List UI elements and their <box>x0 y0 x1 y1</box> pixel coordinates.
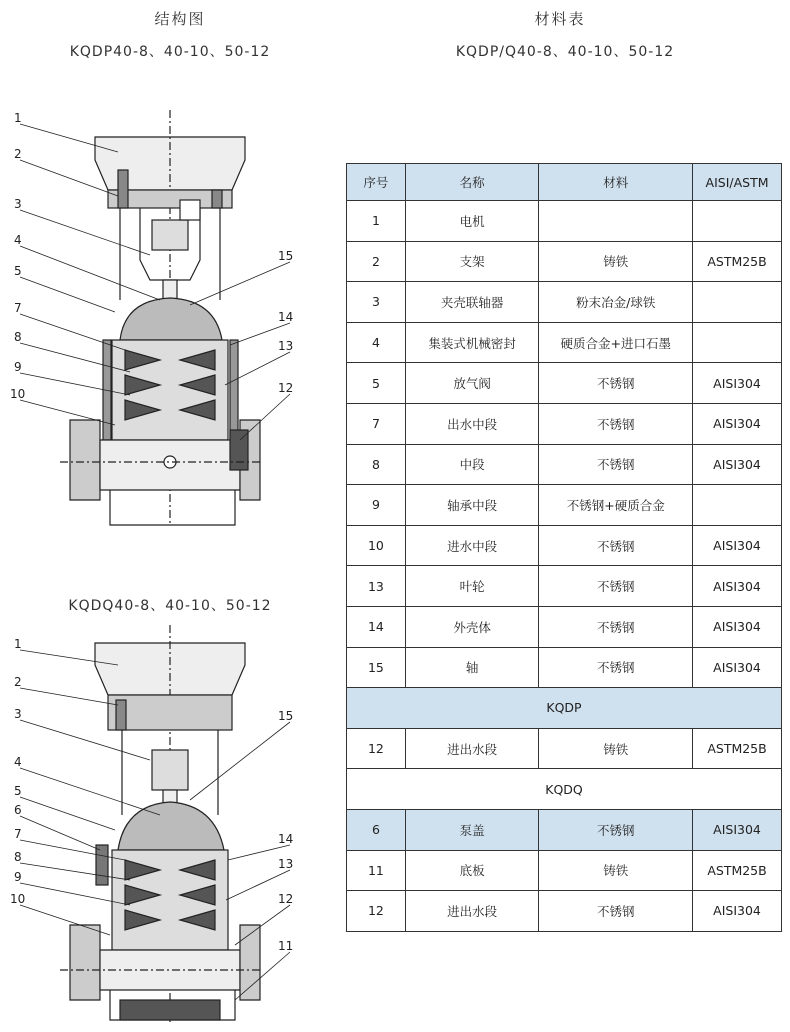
callout-label: 10 <box>10 387 26 401</box>
cell-material: 不锈钢 <box>539 444 693 485</box>
header-material: 材料 <box>539 164 693 201</box>
cell-no: 9 <box>347 485 406 526</box>
pump-drawing-kqdq <box>60 625 260 1025</box>
table-row <box>347 850 782 891</box>
table-row <box>347 403 782 444</box>
structure-title: 结构图 <box>154 10 206 28</box>
callout-label: 9 <box>14 870 22 884</box>
header-name: 名称 <box>405 164 539 201</box>
cell-material: 铸铁 <box>539 241 693 282</box>
cell-no: 7 <box>347 403 406 444</box>
cell-standard: ASTM25B <box>693 728 782 769</box>
table-row <box>347 647 782 688</box>
callout-label: 9 <box>14 360 22 374</box>
cell-name: 出水中段 <box>405 403 539 444</box>
callout-label: 1 <box>14 111 22 125</box>
cell-material: 不锈钢 <box>539 606 693 647</box>
cell-name: 叶轮 <box>405 566 539 607</box>
cell-material: 不锈钢 <box>539 525 693 566</box>
cell-standard: ASTM25B <box>693 241 782 282</box>
cell-no: 5 <box>347 363 406 404</box>
structure-subtitle-kqdp: KQDP40-8、40-10、50-12 <box>69 44 271 60</box>
callout-label: 1 <box>14 637 22 651</box>
section-label: KQDQ <box>347 769 782 810</box>
cell-material: 粉末冶金/球铁 <box>539 282 693 323</box>
cell-material: 不锈钢 <box>539 809 693 850</box>
callout-label: 11 <box>278 939 294 953</box>
table-header-row <box>347 164 782 201</box>
callout-label: 10 <box>10 892 26 906</box>
cell-standard <box>693 201 782 242</box>
structure-subtitle-kqdq: KQDQ40-8、40-10、50-12 <box>68 598 272 614</box>
callout-label: 13 <box>278 857 294 871</box>
table-row <box>347 566 782 607</box>
pump-drawings <box>0 0 340 1032</box>
cell-standard: AISI304 <box>693 403 782 444</box>
cell-name: 支架 <box>405 241 539 282</box>
callout-label: 4 <box>14 233 22 247</box>
callout-label: 2 <box>14 147 22 161</box>
header-no: 序号 <box>347 164 406 201</box>
material-subtitle: KQDP/Q40-8、40-10、50-12 <box>455 44 675 60</box>
cell-standard: ASTM25B <box>693 850 782 891</box>
table-row <box>347 282 782 323</box>
cell-name: 轴承中段 <box>405 485 539 526</box>
callout-label: 15 <box>278 709 294 723</box>
callout-label: 8 <box>14 330 22 344</box>
cell-standard: AISI304 <box>693 363 782 404</box>
cell-name: 进水中段 <box>405 525 539 566</box>
cell-material: 硬质合金+进口石墨 <box>539 322 693 363</box>
callout-label: 14 <box>278 832 294 846</box>
cell-no: 2 <box>347 241 406 282</box>
pump-drawing-kqdp <box>60 110 260 525</box>
callout-label: 4 <box>14 755 22 769</box>
cell-material: 不锈钢 <box>539 363 693 404</box>
cell-no: 12 <box>347 891 406 932</box>
section-row-kqdp <box>347 688 782 729</box>
callout-label: 14 <box>278 310 294 324</box>
cell-standard: AISI304 <box>693 891 782 932</box>
cell-standard: AISI304 <box>693 444 782 485</box>
cell-no: 15 <box>347 647 406 688</box>
cell-standard <box>693 485 782 526</box>
callout-label: 7 <box>14 827 22 841</box>
cell-material: 铸铁 <box>539 850 693 891</box>
cell-no: 11 <box>347 850 406 891</box>
cell-name: 外壳体 <box>405 606 539 647</box>
table-row <box>347 891 782 932</box>
cell-name: 进出水段 <box>405 728 539 769</box>
cell-name: 底板 <box>405 850 539 891</box>
cell-standard <box>693 322 782 363</box>
callout-label: 5 <box>14 264 22 278</box>
cell-no: 4 <box>347 322 406 363</box>
cell-name: 进出水段 <box>405 891 539 932</box>
callout-label: 3 <box>14 707 22 721</box>
table-row <box>347 525 782 566</box>
cell-material <box>539 201 693 242</box>
cell-name: 集装式机械密封 <box>405 322 539 363</box>
material-table <box>346 163 782 932</box>
callout-label: 6 <box>14 803 22 817</box>
material-title: 材料表 <box>534 10 586 28</box>
cell-no: 13 <box>347 566 406 607</box>
callout-label: 2 <box>14 675 22 689</box>
table-row <box>347 363 782 404</box>
cell-name: 夹壳联轴器 <box>405 282 539 323</box>
cell-no: 10 <box>347 525 406 566</box>
cell-material: 不锈钢 <box>539 891 693 932</box>
callout-label: 7 <box>14 301 22 315</box>
cell-no: 6 <box>347 809 406 850</box>
cell-name: 电机 <box>405 201 539 242</box>
header-standard: AISI/ASTM <box>693 164 782 201</box>
cell-material: 不锈钢 <box>539 403 693 444</box>
cell-name: 放气阀 <box>405 363 539 404</box>
callout-label: 3 <box>14 197 22 211</box>
callout-label: 12 <box>278 892 294 906</box>
cell-standard: AISI304 <box>693 566 782 607</box>
table-row <box>347 809 782 850</box>
cell-standard <box>693 282 782 323</box>
cell-no: 1 <box>347 201 406 242</box>
cell-no: 3 <box>347 282 406 323</box>
callout-label: 12 <box>278 381 294 395</box>
table-row <box>347 322 782 363</box>
cell-name: 泵盖 <box>405 809 539 850</box>
cell-material: 铸铁 <box>539 728 693 769</box>
cell-standard: AISI304 <box>693 809 782 850</box>
section-row-kqdq <box>347 769 782 810</box>
cell-standard: AISI304 <box>693 606 782 647</box>
table-row <box>347 201 782 242</box>
cell-standard: AISI304 <box>693 647 782 688</box>
table-row <box>347 606 782 647</box>
callout-label: 8 <box>14 850 22 864</box>
table-row <box>347 728 782 769</box>
cell-name: 轴 <box>405 647 539 688</box>
table-row <box>347 241 782 282</box>
table-row <box>347 485 782 526</box>
cell-no: 12 <box>347 728 406 769</box>
callout-label: 5 <box>14 784 22 798</box>
cell-name: 中段 <box>405 444 539 485</box>
cell-material: 不锈钢 <box>539 566 693 607</box>
cell-standard: AISI304 <box>693 525 782 566</box>
table-row <box>347 444 782 485</box>
cell-no: 14 <box>347 606 406 647</box>
callout-label: 15 <box>278 249 294 263</box>
cell-no: 8 <box>347 444 406 485</box>
cell-material: 不锈钢+硬质合金 <box>539 485 693 526</box>
callout-label: 13 <box>278 339 294 353</box>
section-label: KQDP <box>347 688 782 729</box>
cell-material: 不锈钢 <box>539 647 693 688</box>
